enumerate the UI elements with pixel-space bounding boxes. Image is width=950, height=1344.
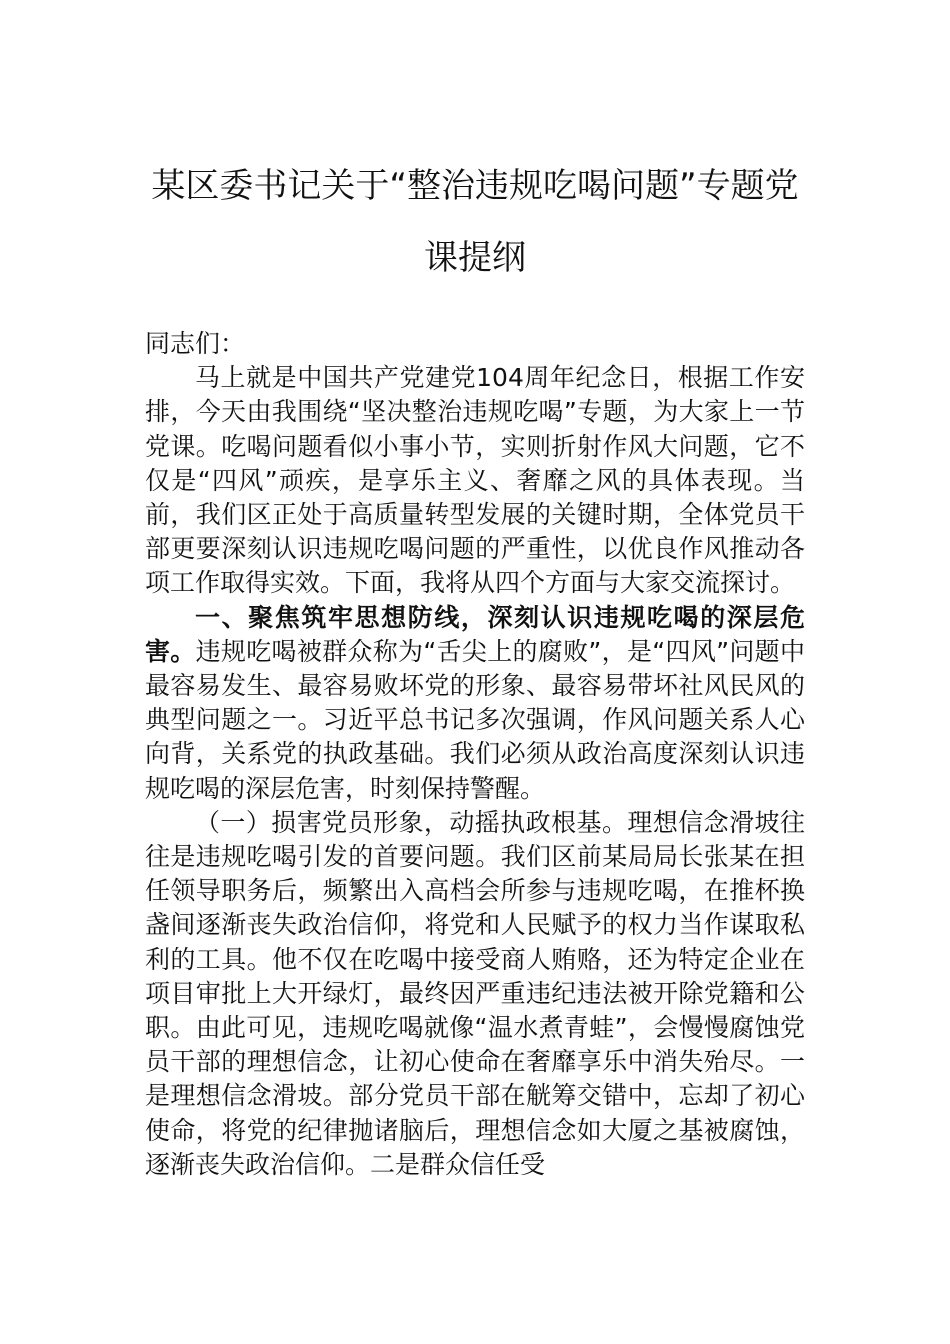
paragraph-section-1: [145, 601, 805, 806]
paragraph-intro: 马上就是中国共产党建党104周年纪念日，根据工作安排，今天由我围绕“坚决整治违规吃喝”专题，为大家上一节党课。吃喝问题看似小事小节，实则折射作风大问题，它不仅是“四风”顽疾，是享乐主义、奢靡之风的具体表现。当前，我们区正处于高质量转型发展的关键时期，全体党员干部更要深刻认识违规吃喝问题的严重性，以优良作风推动各项工作取得实效。下面，我将从四个方面与大家交流探讨。: [145, 363, 805, 598]
greeting: 同志们：: [145, 329, 246, 358]
paragraph-subsection-1: （一）损害党员形象，动摇执政根基。理想信念滑坡往往是违规吃喝引发的首要问题。我们区前某局局长张某在担任领导职务后，频繁出入高档会所参与违规吃喝，在推杯换盏间逐渐丧失政治信仰，将党和人民赋予的权力当作谋取私利的工具。他不仅在吃喝中接受商人贿赂，还为特定企业在项目审批上大开绿灯，最终因严重违纪违法被开除党籍和公职。由此可见，违规吃喝就像“温水煮青蛙”，会慢慢腐蚀党员干部的理想信念，让初心使命在奢靡享乐中消失殆尽。一是理想信念滑坡。部分党员干部在觥筹交错中，忘却了初心使命，将党的纪律抛诸脑后，理想信念如大厦之基被腐蚀，逐渐丧失政治信仰。二是群众信任受: [145, 807, 805, 1179]
section-1-heading: 一、聚焦筑牢思想防线，深刻认识违规吃喝的深层危害。: [145, 602, 805, 666]
document-body: [145, 327, 805, 1182]
document-title-line-2: 课提纲: [424, 238, 526, 278]
document-title-line-1: 某区委书记关于“整治违规吃喝问题”专题党: [151, 166, 799, 206]
section-1-body: 违规吃喝被群众称为“舌尖上的腐败”，是“四风”问题中最容易发生、最容易败坏党的形象、最容易带坏社风民风的典型问题之一。习近平总书记多次强调，作风问题关系人心向背，关系党的执政基础。我们必须从政治高度深刻认识违规吃喝的深层危害，时刻保持警醒。: [145, 636, 805, 803]
